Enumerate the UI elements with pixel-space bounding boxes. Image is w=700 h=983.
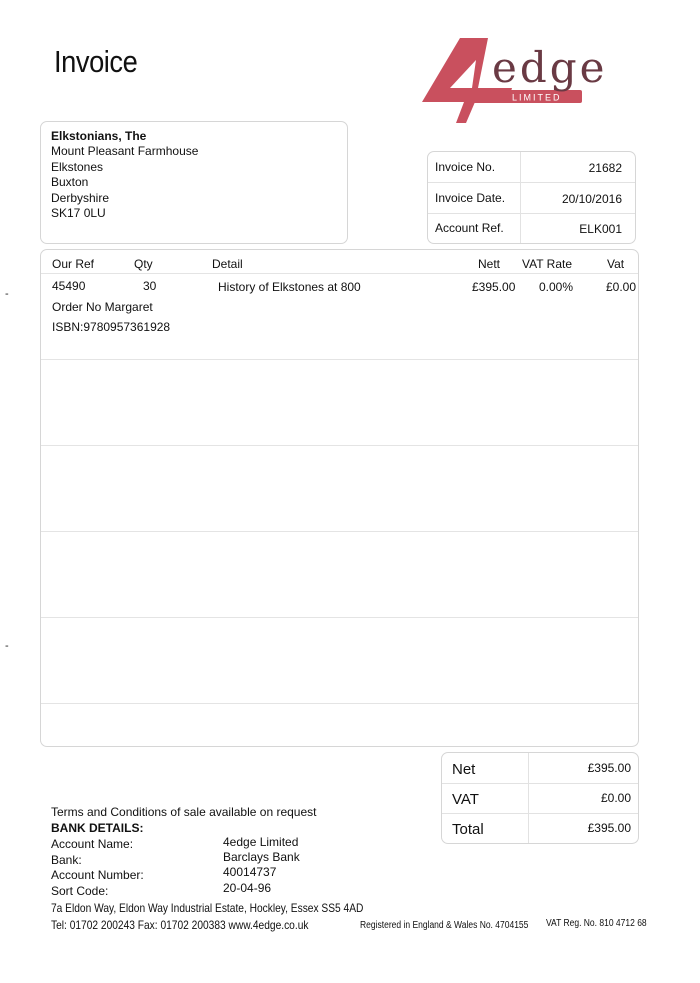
invoice-date-row [428, 183, 635, 214]
line-items-table [40, 249, 639, 747]
invoice-date-value: 20/10/2016 [561, 192, 622, 206]
row-detail: History of Elkstones at 800 [218, 280, 361, 294]
bank-value: 4edge Limited [223, 835, 299, 849]
bank-label: Account Name: [51, 837, 134, 851]
invoice-info-box [427, 151, 636, 244]
row-our-ref: 45490 [52, 279, 86, 293]
bank-label: Bank: [51, 853, 82, 867]
net-row [442, 753, 638, 784]
row-note: ISBN:9780957361928 [52, 320, 171, 334]
total-value: £395.00 [587, 821, 631, 835]
bank-details-heading: BANK DETAILS: [51, 821, 144, 835]
bank-label: Sort Code: [51, 884, 109, 898]
company-address: 7a Eldon Way, Eldon Way Industrial Estate, Hockley, Essex SS5 4AD [51, 901, 364, 915]
bank-value: 20-04-96 [223, 881, 272, 895]
col-header-qty: Qty [134, 257, 153, 271]
row-nett: £395.00 [472, 280, 516, 294]
address-line: Buxton [51, 175, 89, 189]
col-header-vat: Vat [607, 257, 625, 271]
company-logo [420, 30, 630, 125]
vat-label: VAT [452, 791, 479, 808]
row-note: Order No Margaret [52, 300, 153, 314]
account-ref-label: Account Ref. [435, 221, 504, 235]
invoice-number-label: Invoice No. [435, 160, 496, 174]
page-title: Invoice [54, 44, 138, 79]
customer-address-box [40, 121, 348, 244]
address-line: SK17 0LU [51, 206, 106, 220]
col-header-detail: Detail [212, 257, 243, 271]
address-line: Elkstones [51, 160, 104, 174]
terms-text: Terms and Conditions of sale available on request [51, 805, 317, 819]
col-header-our-ref: Our Ref [52, 257, 95, 271]
address-line: Derbyshire [51, 191, 110, 205]
bank-value: 40014737 [223, 865, 277, 879]
company-contact: Tel: 01702 200243 Fax: 01702 200383 www.4edge.co.uk [51, 918, 309, 932]
invoice-number-value: 21682 [588, 161, 622, 175]
vat-value: £0.00 [600, 791, 631, 805]
invoice-number-row [428, 152, 635, 183]
vat-registration: VAT Reg. No. 810 4712 68 [546, 918, 647, 929]
bank-label: Account Number: [51, 868, 144, 882]
vat-row [442, 783, 638, 814]
address-line: Mount Pleasant Farmhouse [51, 144, 199, 158]
row-vat-rate: 0.00% [539, 280, 574, 294]
account-ref-value: ELK001 [579, 222, 622, 236]
net-value: £395.00 [587, 761, 631, 775]
col-header-nett: Nett [478, 257, 501, 271]
row-vat: £0.00 [606, 280, 637, 294]
bank-value: Barclays Bank [223, 850, 300, 864]
invoice-date-label: Invoice Date. [435, 191, 506, 205]
total-label: Total [452, 821, 484, 838]
account-ref-row [428, 213, 635, 243]
customer-name: Elkstonians, The [51, 129, 147, 143]
total-row [442, 813, 638, 843]
col-header-vat-rate: VAT Rate [522, 257, 573, 271]
row-qty: 30 [143, 279, 157, 293]
margin-mark: - [5, 640, 9, 652]
margin-mark: - [5, 288, 9, 300]
logo-word: edge [492, 43, 608, 92]
net-label: Net [452, 761, 476, 778]
company-registration: Registered in England & Wales No. 4704155 [360, 920, 529, 931]
totals-box [441, 752, 639, 844]
logo-sub: LIMITED [512, 92, 562, 103]
